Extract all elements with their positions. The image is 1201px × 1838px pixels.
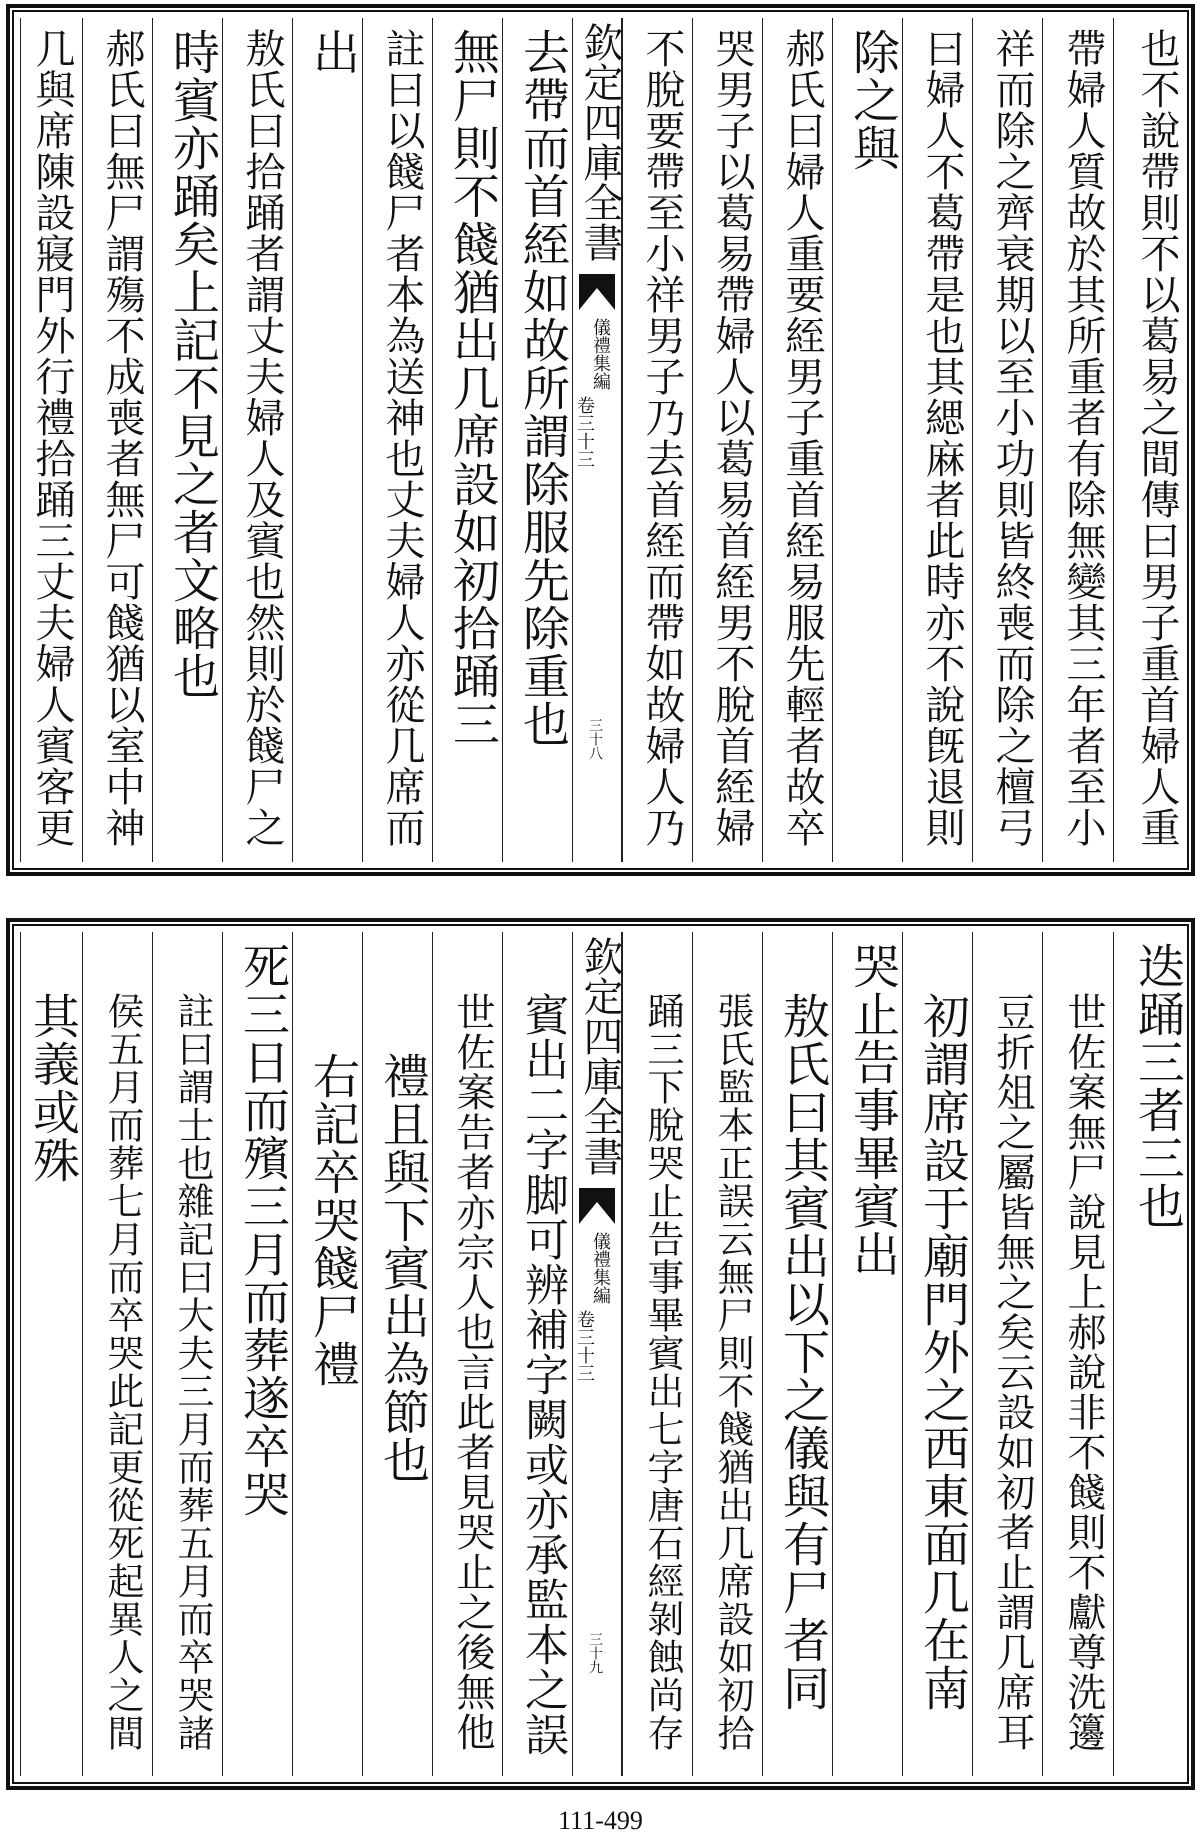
- column-text: 其義或殊: [25, 992, 80, 1184]
- column-text: 禮且與下賓出為節也: [375, 1052, 430, 1484]
- column-text: 帶婦人質故於其所重者有除無變其三年者至小: [1060, 28, 1106, 848]
- text-column: [502, 932, 572, 1776]
- column-text: 註曰以餞尸者本為送神也丈夫婦人亦從几席而: [379, 28, 425, 848]
- bottom-page: [6, 918, 1195, 1790]
- column-text: 世佐案無尸說見上郝說非不餞則不獻尊洗籩: [1061, 992, 1106, 1752]
- text-column: [152, 18, 222, 862]
- top-page-columns: [20, 18, 1181, 862]
- column-text: 世佐案告者亦宗人也言此者見哭止之後無他: [450, 992, 495, 1752]
- column-text: 死三日而殯三月而葬遂卒哭: [235, 942, 290, 1518]
- text-column: [762, 18, 832, 862]
- text-column: [1042, 18, 1113, 862]
- column-text: 敖氏曰拾踊者謂丈夫婦人及賓也然則於餞尸之: [239, 28, 285, 848]
- fishtail-mark: [579, 1188, 615, 1224]
- column-text: 除之與: [845, 28, 900, 172]
- column-text: 几與席陳設寢門外行禮拾踊三丈夫婦人賓客更: [29, 28, 75, 848]
- column-text: 去帶而首絰如故所謂除服先除重也: [515, 28, 570, 748]
- fishtail-mark: [579, 274, 615, 310]
- center-margin: [572, 932, 622, 1776]
- column-text: 初謂席設于廟門外之西東面几在南: [915, 992, 970, 1712]
- text-column: [1042, 932, 1113, 1776]
- column-text: 祥而除之齊衰期以至小功則皆終喪而除之檀弓: [989, 28, 1035, 848]
- text-column: [20, 18, 82, 862]
- text-column: [432, 932, 502, 1776]
- column-text: 迭踊三者三也: [1130, 942, 1185, 1230]
- text-column: [82, 18, 152, 862]
- column-text: 曰婦人不葛帶是也其緦麻者此時亦不說旣退則: [919, 28, 965, 848]
- text-column: [362, 932, 432, 1776]
- bottom-page-columns: [20, 932, 1185, 1776]
- center-margin: [572, 18, 622, 862]
- text-column: [1113, 18, 1187, 862]
- column-text: 侯五月而葬七月而卒哭此記更從死起異人之間: [101, 992, 144, 1752]
- text-column: [362, 18, 432, 862]
- text-column: [502, 18, 572, 862]
- column-text: 張氏監本正誤云無尸則不餞猶出几席設如初拾: [711, 992, 754, 1752]
- text-column: [82, 932, 152, 1776]
- text-column: [972, 18, 1042, 862]
- text-column: [622, 932, 692, 1776]
- text-column: [152, 932, 222, 1776]
- text-column: [832, 932, 902, 1776]
- volume-label: 卷三十三: [574, 1310, 595, 1382]
- work-title: 儀禮集編: [590, 318, 611, 390]
- page-number: 111-499: [558, 1806, 643, 1835]
- text-column: [1113, 932, 1187, 1776]
- book-title: 欽定四庫全書: [577, 22, 623, 262]
- column-text: 時賓亦踊矣上記不見之者文略也: [165, 28, 220, 700]
- text-column: [902, 18, 972, 862]
- text-column: [692, 932, 762, 1776]
- column-text: 註曰謂士也雜記曰大夫三月而葬五月而卒哭諸: [171, 992, 214, 1752]
- column-text: 哭男子以葛易帶婦人以葛易首絰男不脫首絰婦: [709, 28, 755, 848]
- book-title: 欽定四庫全書: [577, 936, 623, 1176]
- column-text: 不脫要帶至小祥男子乃去首絰而帶如故婦人乃: [639, 28, 685, 848]
- column-text: 郝氏曰婦人重要絰男子重首絰易服先輕者故卒: [779, 28, 825, 848]
- column-text: 豆折俎之屬皆無之矣云設如初者止謂几席耳: [990, 992, 1035, 1752]
- text-column: [692, 18, 762, 862]
- text-column: [762, 932, 832, 1776]
- text-column: [20, 932, 82, 1776]
- text-column: [292, 18, 362, 862]
- leaf-number: 三十九: [587, 1632, 603, 1674]
- text-column: [972, 932, 1042, 1776]
- text-column: [222, 18, 292, 862]
- text-column: [902, 932, 972, 1776]
- column-text: 出: [305, 28, 360, 76]
- column-text: 右記卒哭餞尸禮: [305, 1052, 360, 1388]
- work-title: 儀禮集編: [590, 1232, 611, 1304]
- leaf-number: 三十八: [587, 718, 603, 760]
- text-column: [292, 932, 362, 1776]
- text-column: [622, 18, 692, 862]
- column-text: 哭止告事畢賓出: [845, 942, 900, 1278]
- column-text: 敖氏曰其賓出以下之儀與有尸者同: [775, 992, 830, 1712]
- column-text: 無尸則不餞猶出几席設如初拾踊三: [445, 28, 500, 748]
- column-text: 賓出二字脚可辨補字闕或亦承監本之誤: [517, 992, 568, 1757]
- text-column: [432, 18, 502, 862]
- column-text: 郝氏曰無尸謂殤不成喪者無尸可餞猶以室中神: [99, 28, 145, 848]
- column-text: 踊三下脫哭止告事畢賓出七字唐石經剝蝕尚存: [641, 992, 684, 1752]
- text-column: [222, 932, 292, 1776]
- volume-label: 卷三十三: [574, 396, 595, 468]
- top-page: [6, 4, 1195, 876]
- text-column: [832, 18, 902, 862]
- column-text: 也不說帶則不以葛易之間傳曰男子重首婦人重: [1134, 28, 1180, 848]
